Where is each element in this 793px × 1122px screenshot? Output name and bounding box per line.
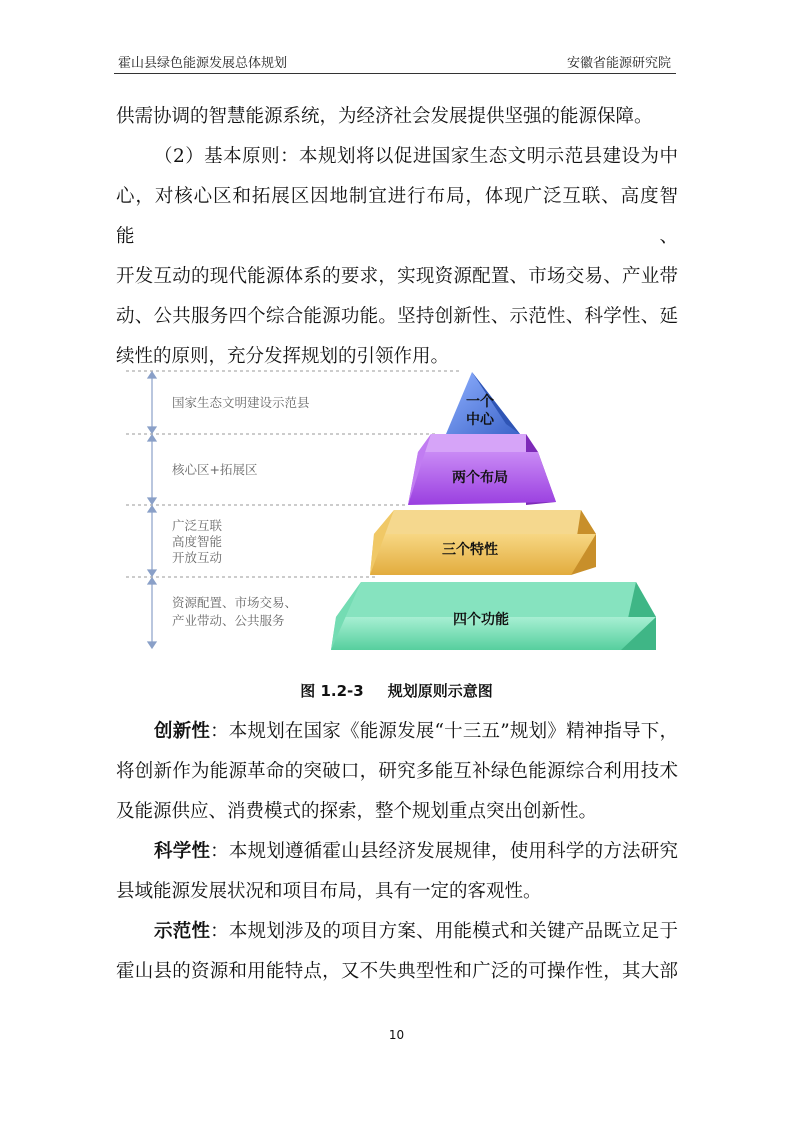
text-line: 及能源供应、消费模式的探索，整个规划重点突出创新性。 — [116, 801, 598, 822]
side-label-features-2: 高度智能 — [172, 534, 223, 549]
level-2-label: 两个布局 — [452, 470, 508, 486]
running-header-title: 霍山县绿色能源发展总体规划 — [118, 56, 288, 71]
level-4-label: 四个功能 — [453, 612, 509, 628]
side-label-features-3: 开放互动 — [172, 550, 223, 565]
text-line: 心，对核心区和拓展区因地制宜进行布局，体现广泛互联、高度智能、 — [116, 186, 678, 247]
section-innovation — [116, 712, 678, 832]
pyramid-level-4 — [331, 582, 656, 650]
term-demo: 示范性 — [154, 921, 211, 942]
text-line: 开发互动的现代能源体系的要求，实现资源配置、市场交易、产业带 — [116, 266, 678, 287]
running-header-org: 安徽省能源研究院 — [566, 56, 671, 71]
text-line: 动、公共服务四个综合能源功能。坚持创新性、示范性、科学性、延 — [116, 306, 678, 327]
text-line: ：本规划遵循霍山县经济发展规律，使用科学的方法研究 — [210, 841, 678, 862]
text-line: 县域能源发展状况和项目布局，具有一定的客观性。 — [116, 881, 542, 902]
text-line: 霍山县的资源和用能特点，又不失典型性和广泛的可操作性，其大部 — [116, 961, 678, 982]
section-demo — [116, 912, 678, 992]
text-line: 将创新作为能源革命的突破口，研究多能互补绿色能源综合利用技术 — [116, 761, 678, 782]
pyramid-level-1 — [446, 372, 520, 434]
text-line: （2）基本原则：本规划将以促进国家生态文明示范县建设为中 — [154, 146, 678, 167]
paragraph-basic-principles — [116, 137, 678, 377]
top-text-block — [116, 97, 678, 377]
level-1-label-a: 一个 — [466, 394, 494, 410]
level-3-label: 三个特性 — [442, 542, 498, 558]
figure-title: 规划原则示意图 — [387, 682, 493, 700]
section-science — [116, 832, 678, 912]
principles-text-block — [116, 712, 678, 992]
side-label-features-1: 广泛互联 — [172, 518, 223, 533]
paragraph-continuation: 供需协调的智慧能源系统，为经济社会发展提供坚强的能源保障。 — [116, 106, 653, 127]
header-divider — [114, 73, 676, 74]
pyramid-level-3 — [370, 510, 596, 575]
side-label-functions-1: 资源配置、市场交易、 — [172, 595, 298, 610]
page-number: 10 — [388, 1028, 405, 1042]
level-1-label-b: 中心 — [466, 412, 494, 428]
term-innovation: 创新性 — [154, 721, 211, 742]
figure-caption — [0, 680, 793, 701]
side-label-center: 国家生态文明建设示范县 — [172, 395, 310, 410]
term-science: 科学性 — [154, 841, 211, 862]
side-label-functions-2: 产业带动、公共服务 — [172, 613, 285, 628]
pyramid-diagram — [126, 362, 666, 657]
text-line: ：本规划涉及的项目方案、用能模式和关键产品既立足于 — [210, 921, 678, 942]
text-line: 续性的原则，充分发挥规划的引领作用。 — [116, 346, 450, 367]
figure-number: 图 1.2-3 — [300, 682, 364, 700]
side-label-layout: 核心区+拓展区 — [172, 462, 258, 477]
pyramid-level-2 — [408, 434, 556, 505]
text-line: ：本规划在国家《能源发展“十三五”规划》精神指导下， — [210, 721, 678, 742]
